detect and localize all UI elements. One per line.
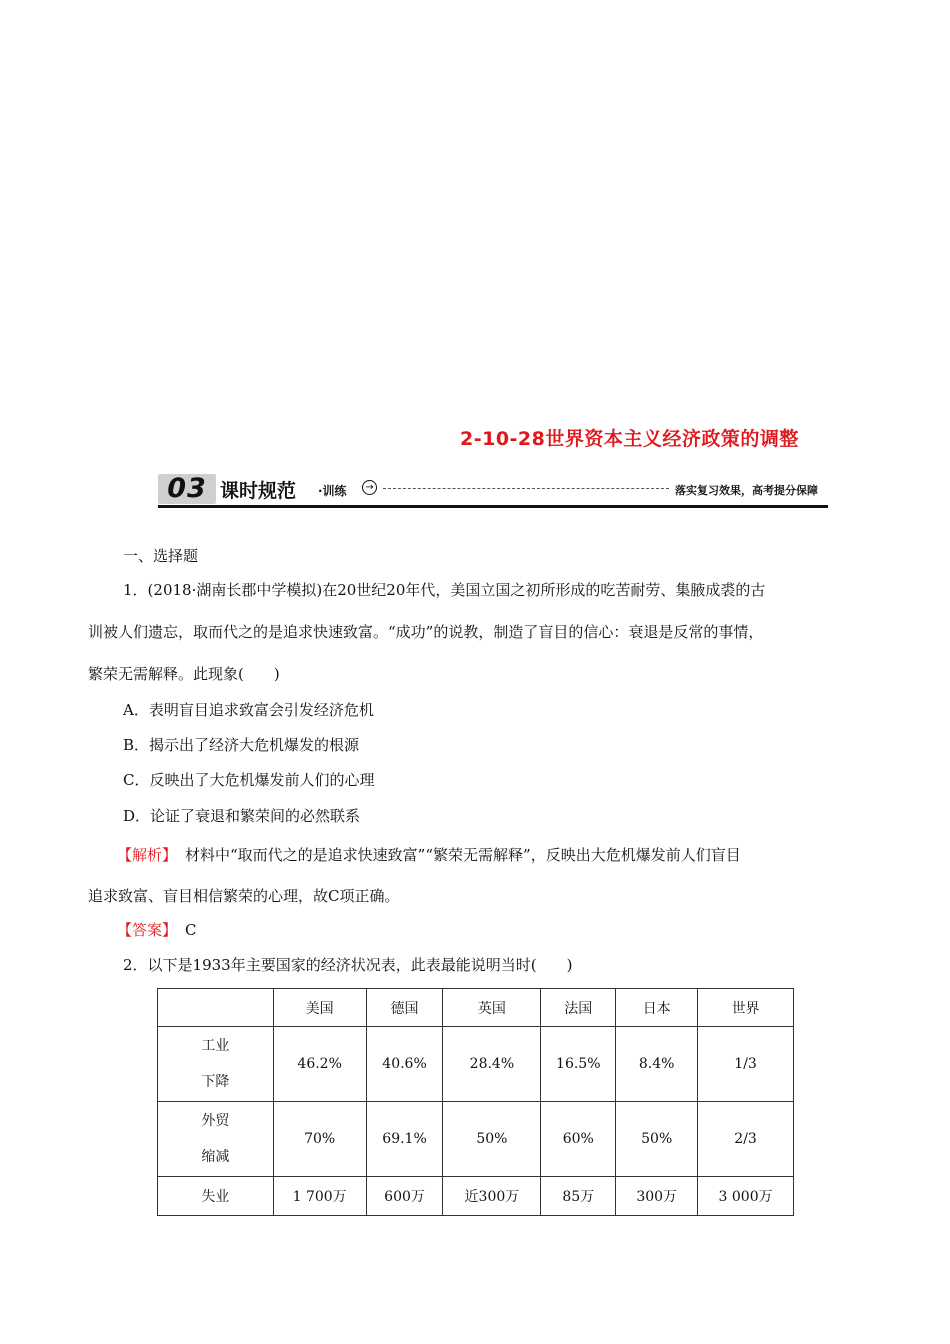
table-cell: 85万 bbox=[541, 1177, 616, 1216]
banner-heading: 课时规范 bbox=[220, 480, 297, 502]
section-banner bbox=[158, 472, 828, 510]
table-cell: 1 700万 bbox=[273, 1177, 366, 1216]
q1-answer bbox=[117, 920, 197, 940]
document-title: 2-10-28世界资本主义经济政策的调整 bbox=[460, 428, 799, 450]
table-header-row bbox=[158, 989, 794, 1027]
table-header-cell: 英国 bbox=[443, 989, 541, 1027]
q1-stem-line-3: 繁荣无需解释。此现象( ) bbox=[88, 665, 280, 683]
q1-option-a: A．表明盲目追求致富会引发经济危机 bbox=[123, 701, 374, 719]
row-label bbox=[158, 1027, 274, 1102]
table-header-cell: 美国 bbox=[273, 989, 366, 1027]
banner-underline bbox=[158, 505, 828, 508]
q1-stem-line-2: 训被人们遗忘，取而代之的是追求快速致富。“成功”的说教，制造了盲目的信心：衰退是反常的事情， bbox=[88, 623, 764, 641]
q1-analysis bbox=[117, 845, 741, 865]
table-cell: 3 000万 bbox=[698, 1177, 794, 1216]
table-header-cell: 德国 bbox=[366, 989, 443, 1027]
table-cell: 8.4% bbox=[616, 1027, 698, 1102]
analysis-label: 【解析】 bbox=[117, 846, 178, 864]
table-cell: 近300万 bbox=[443, 1177, 541, 1216]
table-header-cell bbox=[158, 989, 274, 1027]
table-cell: 60% bbox=[541, 1102, 616, 1177]
table-cell: 300万 bbox=[616, 1177, 698, 1216]
table-header-cell: 世界 bbox=[698, 989, 794, 1027]
row-label-line: 工业 bbox=[201, 1038, 230, 1054]
table-row bbox=[158, 1177, 794, 1216]
q1-option-b: B．揭示出了经济大危机爆发的根源 bbox=[123, 736, 360, 754]
table-row bbox=[158, 1027, 794, 1102]
table-cell: 40.6% bbox=[366, 1027, 443, 1102]
table-cell: 69.1% bbox=[366, 1102, 443, 1177]
row-label-line: 下降 bbox=[201, 1074, 230, 1090]
table-cell: 50% bbox=[443, 1102, 541, 1177]
answer-label: 【答案】 bbox=[117, 921, 178, 939]
table-cell: 16.5% bbox=[541, 1027, 616, 1102]
banner-slogan: 落实复习效果，高考提分保障 bbox=[675, 484, 818, 497]
table-cell: 1/3 bbox=[698, 1027, 794, 1102]
table-cell: 2/3 bbox=[698, 1102, 794, 1177]
table-cell: 46.2% bbox=[273, 1027, 366, 1102]
table-cell: 70% bbox=[273, 1102, 366, 1177]
answer-value: C bbox=[185, 921, 197, 939]
row-label bbox=[158, 1102, 274, 1177]
banner-subheading: ·训练 bbox=[318, 484, 347, 498]
table-cell: 28.4% bbox=[443, 1027, 541, 1102]
q1-option-c: C．反映出了大危机爆发前人们的心理 bbox=[123, 771, 375, 789]
row-label bbox=[158, 1177, 274, 1216]
row-label-line: 外贸 bbox=[201, 1113, 230, 1129]
economy-table bbox=[157, 988, 794, 1216]
banner-dashed-line bbox=[383, 488, 669, 489]
table-row bbox=[158, 1102, 794, 1177]
q1-stem-line-1: 1．(2018·湖南长郡中学模拟)在20世纪20年代，美国立国之初所形成的吃苦耐劳、集腋成裘的古 bbox=[123, 581, 766, 599]
table-header-cell: 法国 bbox=[541, 989, 616, 1027]
analysis-text-line-1: 材料中“取而代之的是追求快速致富”“繁荣无需解释”，反映出大危机爆发前人们盲目 bbox=[185, 846, 741, 864]
q1-option-d: D．论证了衰退和繁荣间的必然联系 bbox=[123, 807, 361, 825]
row-label-line: 失业 bbox=[201, 1189, 230, 1205]
table-cell: 600万 bbox=[366, 1177, 443, 1216]
table-header-cell: 日本 bbox=[616, 989, 698, 1027]
row-label-line: 缩减 bbox=[201, 1149, 230, 1165]
arrow-right-circle-icon: → bbox=[362, 480, 377, 495]
q2-stem: 2．以下是1933年主要国家的经济状况表，此表最能说明当时( ) bbox=[123, 956, 573, 974]
table-cell: 50% bbox=[616, 1102, 698, 1177]
section-heading: 一、选择题 bbox=[123, 547, 199, 565]
analysis-text-line-2: 追求致富、盲目相信繁荣的心理，故C项正确。 bbox=[88, 887, 400, 905]
banner-number-badge: 03 bbox=[158, 474, 216, 504]
